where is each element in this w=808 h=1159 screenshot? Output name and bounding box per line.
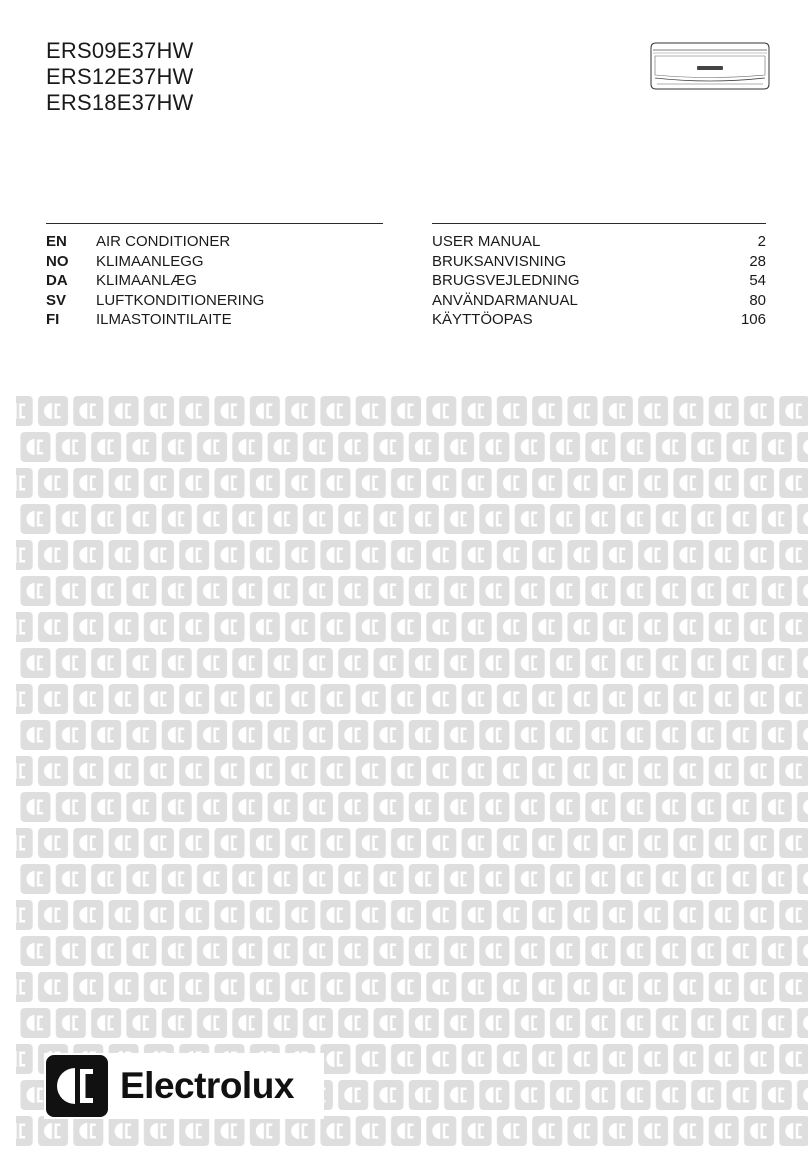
divider-right [432, 223, 766, 224]
page-number: 54 [749, 272, 766, 289]
product-name: ILMASTOINTILAITE [96, 311, 232, 328]
page-number: 80 [749, 291, 766, 309]
manual-title: BRUKSANVISNING [432, 252, 567, 270]
manual-title: KÄYTTÖOPAS [432, 311, 533, 328]
manual-title: ANVÄNDARMANUAL [432, 291, 578, 309]
language-row [46, 310, 766, 330]
model-list [46, 38, 194, 116]
brand-logo-block [44, 1053, 324, 1119]
page-number: 2 [757, 233, 766, 250]
logo-pattern-background [0, 394, 808, 1159]
language-code: SV [46, 291, 67, 309]
product-name: KLIMAANLÆG [96, 272, 197, 289]
language-row [46, 291, 766, 311]
product-name: AIR CONDITIONER [96, 233, 231, 250]
language-code: FI [46, 311, 60, 328]
model-number: ERS09E37HW [46, 38, 194, 63]
model-number: ERS18E37HW [46, 90, 194, 115]
product-name: KLIMAANLEGG [96, 252, 204, 270]
language-row [46, 252, 766, 272]
language-code: DA [46, 272, 68, 289]
language-row [46, 271, 766, 291]
divider-left [46, 223, 383, 224]
product-name: LUFTKONDITIONERING [96, 291, 265, 309]
manual-title: BRUGSVEJLEDNING [432, 272, 580, 289]
electrolux-logo-icon [46, 1055, 108, 1117]
language-code: EN [46, 233, 67, 250]
air-conditioner-illustration [645, 40, 775, 92]
model-number: ERS12E37HW [46, 64, 194, 89]
language-index [46, 232, 766, 330]
language-row [46, 232, 766, 252]
page-number: 28 [749, 252, 766, 270]
language-code: NO [46, 252, 69, 270]
brand-name: Electrolux [120, 1065, 294, 1106]
page-number: 106 [740, 311, 766, 328]
manual-title: USER MANUAL [432, 233, 541, 250]
